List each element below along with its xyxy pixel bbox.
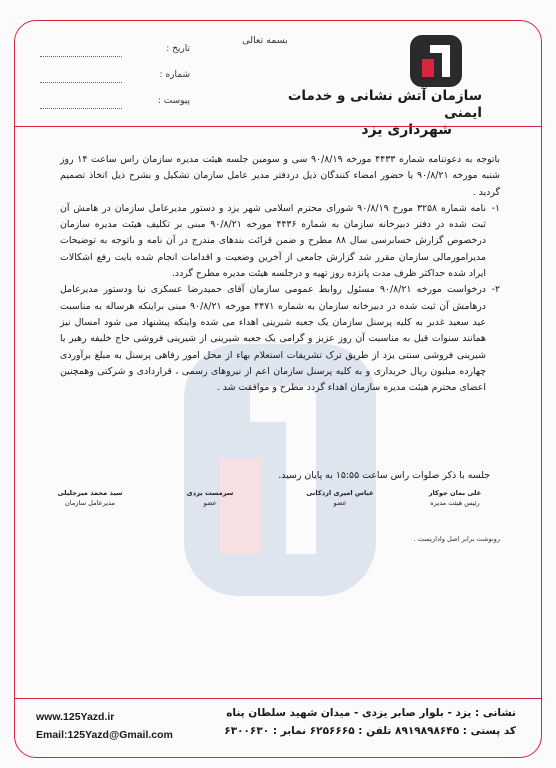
minutes-body <box>60 152 500 396</box>
signatory-role: رئیس هیئت مدیره <box>430 499 480 507</box>
header-divider <box>14 126 542 127</box>
organization-name: سازمان آتش نشانی و خدمات ایمنی <box>287 88 482 121</box>
item-number: ۲- <box>491 284 500 296</box>
footer-email: Email:125Yazd@Gmail.com <box>36 729 173 741</box>
signatory-name: عباس امیری اردکانی <box>306 489 374 497</box>
item-text: نامه شماره ۳۲۵۸ مورخ ۹۰/۸/۱۹ شورای محترم اسلامی شهر یزد و دستور مدیرعامل سازمان در هامش آن ثبت شده در دفتر دبیرخانه سازمان به شماره ۴۴۳۶ مورخه ۹۰/۸/۲۱ مبنی بر تکلیف هیئت مدیره سازمان درخصوص گزارش حسابرسی سال ۸۸ مطرح و ضمن قرائت بندهای مندرج در آن نامه و باتوجه به توضیحات مدیرامورمالی سازمان مقرر شد گزارش جامعی از آخرین وضعیت و اقدامات انجام شده بابت رفع اشکالات ایراد شده حداکثر ظرف مدت پانزده روز تهیه و درجلسه هیئت مدیره مطرح گردد. <box>60 202 486 280</box>
resolution-item-1 <box>60 201 500 282</box>
signature-member-2 <box>160 488 260 508</box>
item-text: درخواست مورخه ۹۰/۸/۲۱ مسئول روابط عمومی سازمان آقای حمیدرضا عسکری نیا ودستور مدیرعامل درهامش آن ثبت شده در دبیرخانه سازمان به شماره ۴۴۷۱ مورخه ۹۰/۸/۲۱ مبنی براینکه هرساله به مناسبت عید سعید غدیر به کلیه پرسنل سازمان یک جعبه شیرینی اهداء می شده واینکه پیشنهاد می شود امسال نیز همانند سنوات قبل به مناسبت آن روز عزیز و گرامی یک جعبه شیرینی از شیرینی فروشی حاج خلیفه رهبر یا شیرینی فروشی سنتی یزد از طریق ترک تشریفات استعلام بهاء از محل امور رفاهی پرسنل به مبلغ برآوردی چهارده میلیون ریال خریداری و به کلیه پرسنل سازمان اعم از نیروهای رسمی ، قراردادی و شرکتی وهمچنین اعضای محترم هیئت مدیره سازمان اهداء گردد مطرح و موافقت شد . <box>60 284 486 394</box>
organization-title <box>262 88 482 139</box>
invocation-text: بسمه تعالی <box>242 35 288 46</box>
number-label: شماره : <box>159 70 190 80</box>
signature-member-1 <box>290 488 390 508</box>
footer-address-block <box>200 704 516 740</box>
signatory-role: عضو <box>333 499 347 507</box>
footer-website: www.125Yazd.ir <box>36 711 115 723</box>
number-field-line <box>40 81 122 83</box>
fire-department-logo-icon <box>408 33 464 89</box>
footer-contact: کد پستی : ۸۹۱۹۸۹۸۶۴۵ تلفن : ۶۲۵۶۶۶۵ نمابر : ۶۳۰۰۶۳۰ <box>224 725 516 737</box>
attachment-field-line <box>40 107 122 109</box>
signature-chairman <box>405 488 505 508</box>
footer-divider <box>14 698 542 699</box>
footer-web-block <box>36 708 186 744</box>
signatory-name: سید محمد میرجلیلی <box>57 489 123 497</box>
date-field-line <box>40 55 122 57</box>
certified-copy-note: رونوشت برابر اصل واداریست . <box>413 535 500 543</box>
signatory-role: عضو <box>203 499 217 507</box>
signatory-role: مدیرعامل سازمان <box>64 499 116 507</box>
item-number: ۱- <box>491 202 500 214</box>
signatory-name: سرمست یزدی <box>186 489 234 497</box>
signature-managing-director <box>40 488 140 508</box>
closing-sentence: جلسه با ذکر صلوات راس ساعت ۱۵:۵۵ به پایان رسید. <box>278 470 490 481</box>
municipality-name: شهرداری یزد <box>361 122 452 138</box>
resolution-item-2 <box>60 282 500 396</box>
date-label: تاریخ : <box>166 44 190 54</box>
signatory-name: علی بمان جوکار <box>428 489 482 497</box>
intro-paragraph: باتوجه به دعوتنامه شماره ۴۴۳۳ مورخه ۹۰/۸/۱۹ سی و سومین جلسه هیئت مدیره سازمان راس ساعت ۱۴ روز شنبه مورخه ۹۰/۸/۲۱ با حضور امضاء کنندگان ذیل دردفتر مدیر عامل سازمان تشکیل و بشرح ذیل اتخاذ تصمیم گردید . <box>60 154 500 198</box>
attachment-label: پیوست : <box>157 96 190 106</box>
footer-address: نشانی : یزد - بلوار صابر یزدی - میدان شهید سلطان پناه <box>226 707 516 719</box>
